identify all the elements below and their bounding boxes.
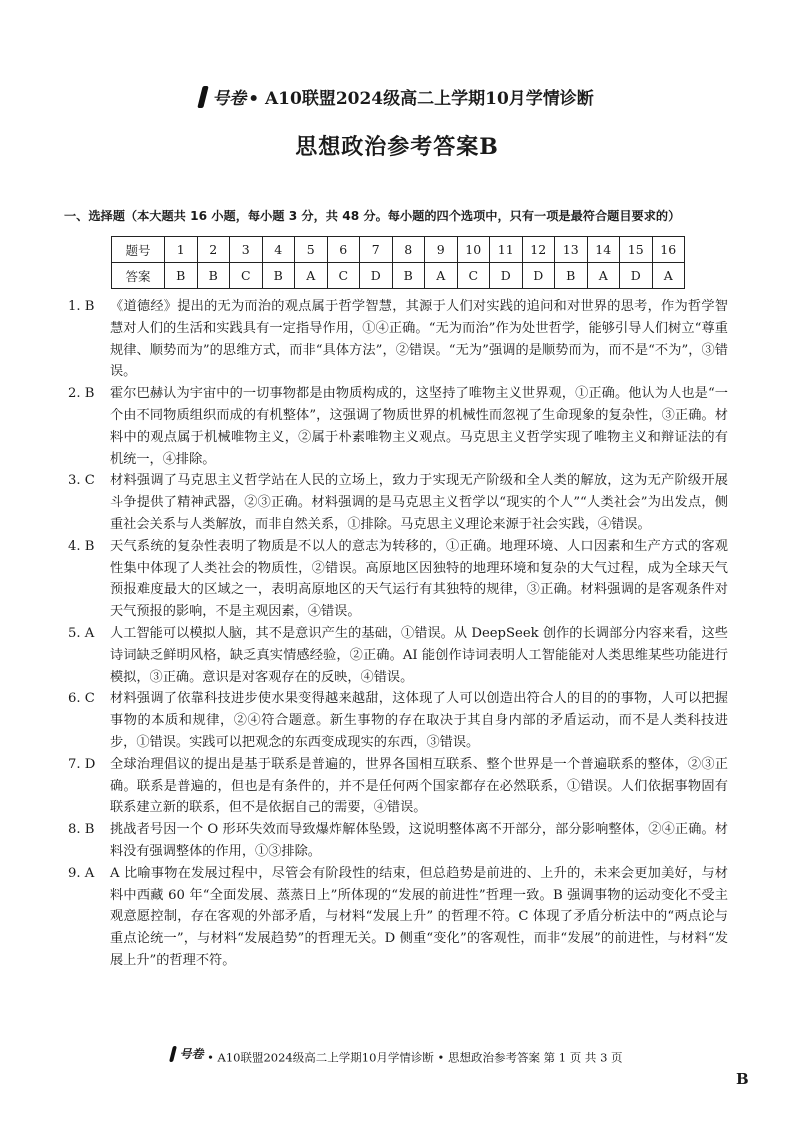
answer-cell: B	[165, 263, 198, 289]
answer-cell: D	[620, 263, 653, 289]
list-item	[68, 470, 728, 535]
section-heading: 一、选择题（本大题共 16 小题，每小题 3 分，共 48 分。每小题的四个选项中，只有一项是最符合题目要求的）	[64, 209, 681, 223]
item-explanation: 材料强调了马克思主义哲学站在人民的立场上，致力于实现无产阶级和全人类的解放，这为无产阶级开展斗争提供了精神武器，②③正确。材料强调的是马克思主义哲学以“现实的个人”“人类社会”为出发点，侧重社会关系与人类解放，而非自然关系，①排除。马克思主义理论来源于社会实践，④错误。	[110, 473, 728, 532]
item-number: 2. B	[68, 386, 95, 402]
row-label: 题号	[112, 237, 165, 263]
item-explanation: 《道德经》提出的无为而治的观点属于哲学智慧，其源于人们对实践的追问和对世界的思考，作为哲学智慧对人们的生活和实践具有一定指导作用，①④正确。“无为而治”作为处世哲学，能够引导人们树立“尊重规律、顺势而为”的思维方式，而非“具体方法”，②错误。“无为”强调的是顺势而为，而不是“不为”，③错误。	[110, 299, 728, 380]
exam-subtitle	[200, 84, 594, 109]
answer-cell: C	[457, 263, 490, 289]
item-explanation: A 比喻事物在发展过程中，尽管会有阶段性的结束，但总趋势是前进的、上升的，未来会更加美好，与材料中西藏 60 年“全面发展、蒸蒸日上”所体现的“发展的前进性”哲理一致。B 强调事物的运动变化不受主观意愿控制，存在客观的外部矛盾，与材料“发展上升” 的哲理不符。C 体现了矛盾分析法中的“两点论与重点论统一”，与材料“发展趋势”的哲理无关。D 侧重“变化”的客观性，而非“发展”的前进性，与材料“发展上升”的哲理不符。	[110, 865, 728, 968]
answer-cell: A	[425, 263, 458, 289]
list-item	[68, 863, 728, 972]
item-number: 4. B	[68, 538, 95, 554]
footer-text: • A10联盟2024级高二上学期10月学情诊断 • 思想政治参考答案 第 1 页 共 3 页	[207, 1050, 623, 1065]
item-explanation: 天气系统的复杂性表明了物质是不以人的意志为转移的，①正确。地理环境、人口因素和生产方式的客观性集中体现了人类社会的物质性，②错误。高原地区因独特的地理环境和复杂的大气过程，成为全球天气预报难度最大的区域之一，表明高原地区的天气运行有其独特的规律，③正确。材料强调的是客观条件对天气预报的影响，不是主观因素，④错误。	[110, 538, 728, 620]
item-explanation: 材料强调了依靠科技进步使水果变得越来越甜，这体现了人可以创造出符合人的目的的事物，人可以把握事物的本质和规律，②④符合题意。新生事物的存在取决于其自身内部的矛盾运动，而不是人类科技进步，①错误。实践可以把观念的东西变成现实的东西，③错误。	[110, 691, 728, 750]
question-number: 16	[652, 237, 685, 263]
list-item	[68, 383, 728, 470]
page-header	[0, 84, 794, 161]
list-item	[68, 536, 728, 623]
brand-logo	[200, 84, 246, 109]
question-number: 5	[295, 237, 328, 263]
item-number: 7. D	[68, 756, 96, 772]
brush-stroke-icon	[169, 1046, 177, 1062]
page-footer	[0, 1045, 794, 1066]
item-explanation: 挑战者号因一个 O 形环失效而导致爆炸解体坠毁，这说明整体离不开部分，部分影响整体，②④正确。材料没有强调整体的作用，①③排除。	[110, 822, 728, 859]
brush-stroke-icon	[197, 86, 208, 108]
question-number: 8	[392, 237, 425, 263]
question-number: 1	[165, 237, 198, 263]
answer-cell: D	[522, 263, 555, 289]
page-version-letter: B	[736, 1070, 749, 1088]
item-number: 5. A	[68, 625, 95, 641]
question-number-row	[112, 237, 685, 263]
question-number: 13	[555, 237, 588, 263]
item-explanation: 人工智能可以模拟人脑，其不是意识产生的基础，①错误。从 DeepSeek 创作的长调部分内容来看，这些诗词缺乏鲜明风格，缺乏真实情感经验，②正确。AI 能创作诗词表明人工智能能对人类思维某些功能进行模拟，③正确。意识是对客观存在的反映，④错误。	[110, 625, 728, 685]
item-number: 9. A	[68, 865, 95, 881]
row-label: 答案	[112, 263, 165, 289]
item-explanation: 霍尔巴赫认为宇宙中的一切事物都是由物质构成的，这坚持了唯物主义世界观，①正确。他认为人也是“一个由不同物质组织而成的有机整体”，这强调了物质世界的机械性而忽视了生命现象的复杂性，③正确。材料中的观点属于机械唯物主义，②属于朴素唯物主义观点。马克思主义哲学实现了唯物主义和辩证法的有机统一，④排除。	[110, 386, 728, 467]
subtitle-text: • A10联盟2024级高二上学期10月学情诊断	[248, 89, 594, 109]
question-number: 11	[490, 237, 523, 263]
page-title: 思想政治参考答案B	[295, 133, 499, 160]
item-number: 6. C	[68, 691, 95, 707]
footer-logo	[171, 1045, 203, 1062]
answer-cell: D	[360, 263, 393, 289]
question-number: 12	[522, 237, 555, 263]
answer-row	[112, 263, 685, 289]
answer-cell: B	[392, 263, 425, 289]
answer-cell: A	[295, 263, 328, 289]
question-number: 4	[262, 237, 295, 263]
question-number: 2	[197, 237, 230, 263]
explanation-list	[68, 296, 728, 972]
answer-table	[111, 236, 685, 289]
answer-cell: A	[652, 263, 685, 289]
list-item	[68, 819, 728, 863]
answer-cell: C	[327, 263, 360, 289]
question-number: 15	[620, 237, 653, 263]
question-number: 6	[327, 237, 360, 263]
question-number: 9	[425, 237, 458, 263]
question-number: 3	[230, 237, 263, 263]
list-item	[68, 754, 728, 819]
answer-cell: D	[490, 263, 523, 289]
question-number: 14	[587, 237, 620, 263]
list-item	[68, 688, 728, 753]
answer-cell: B	[262, 263, 295, 289]
logo-text: 号卷	[212, 89, 247, 109]
item-number: 3. C	[68, 473, 95, 489]
item-explanation: 全球治理倡议的提出是基于联系是普遍的，世界各国相互联系、整个世界是一个普遍联系的整体，②③正确。联系是普遍的，但也是有条件的，并不是任何两个国家都存在必然联系，①错误。人们依据事物固有联系建立新的联系，但不是依据自己的需要，④错误。	[110, 756, 728, 816]
footer-logo-text: 号卷	[179, 1047, 204, 1061]
question-number: 7	[360, 237, 393, 263]
item-number: 1. B	[68, 299, 95, 314]
answer-cell: B	[555, 263, 588, 289]
answer-cell: A	[587, 263, 620, 289]
item-number: 8. B	[68, 822, 95, 838]
list-item	[68, 623, 728, 688]
answer-cell: C	[230, 263, 263, 289]
question-number: 10	[457, 237, 490, 263]
list-item	[68, 296, 728, 383]
answer-cell: B	[197, 263, 230, 289]
